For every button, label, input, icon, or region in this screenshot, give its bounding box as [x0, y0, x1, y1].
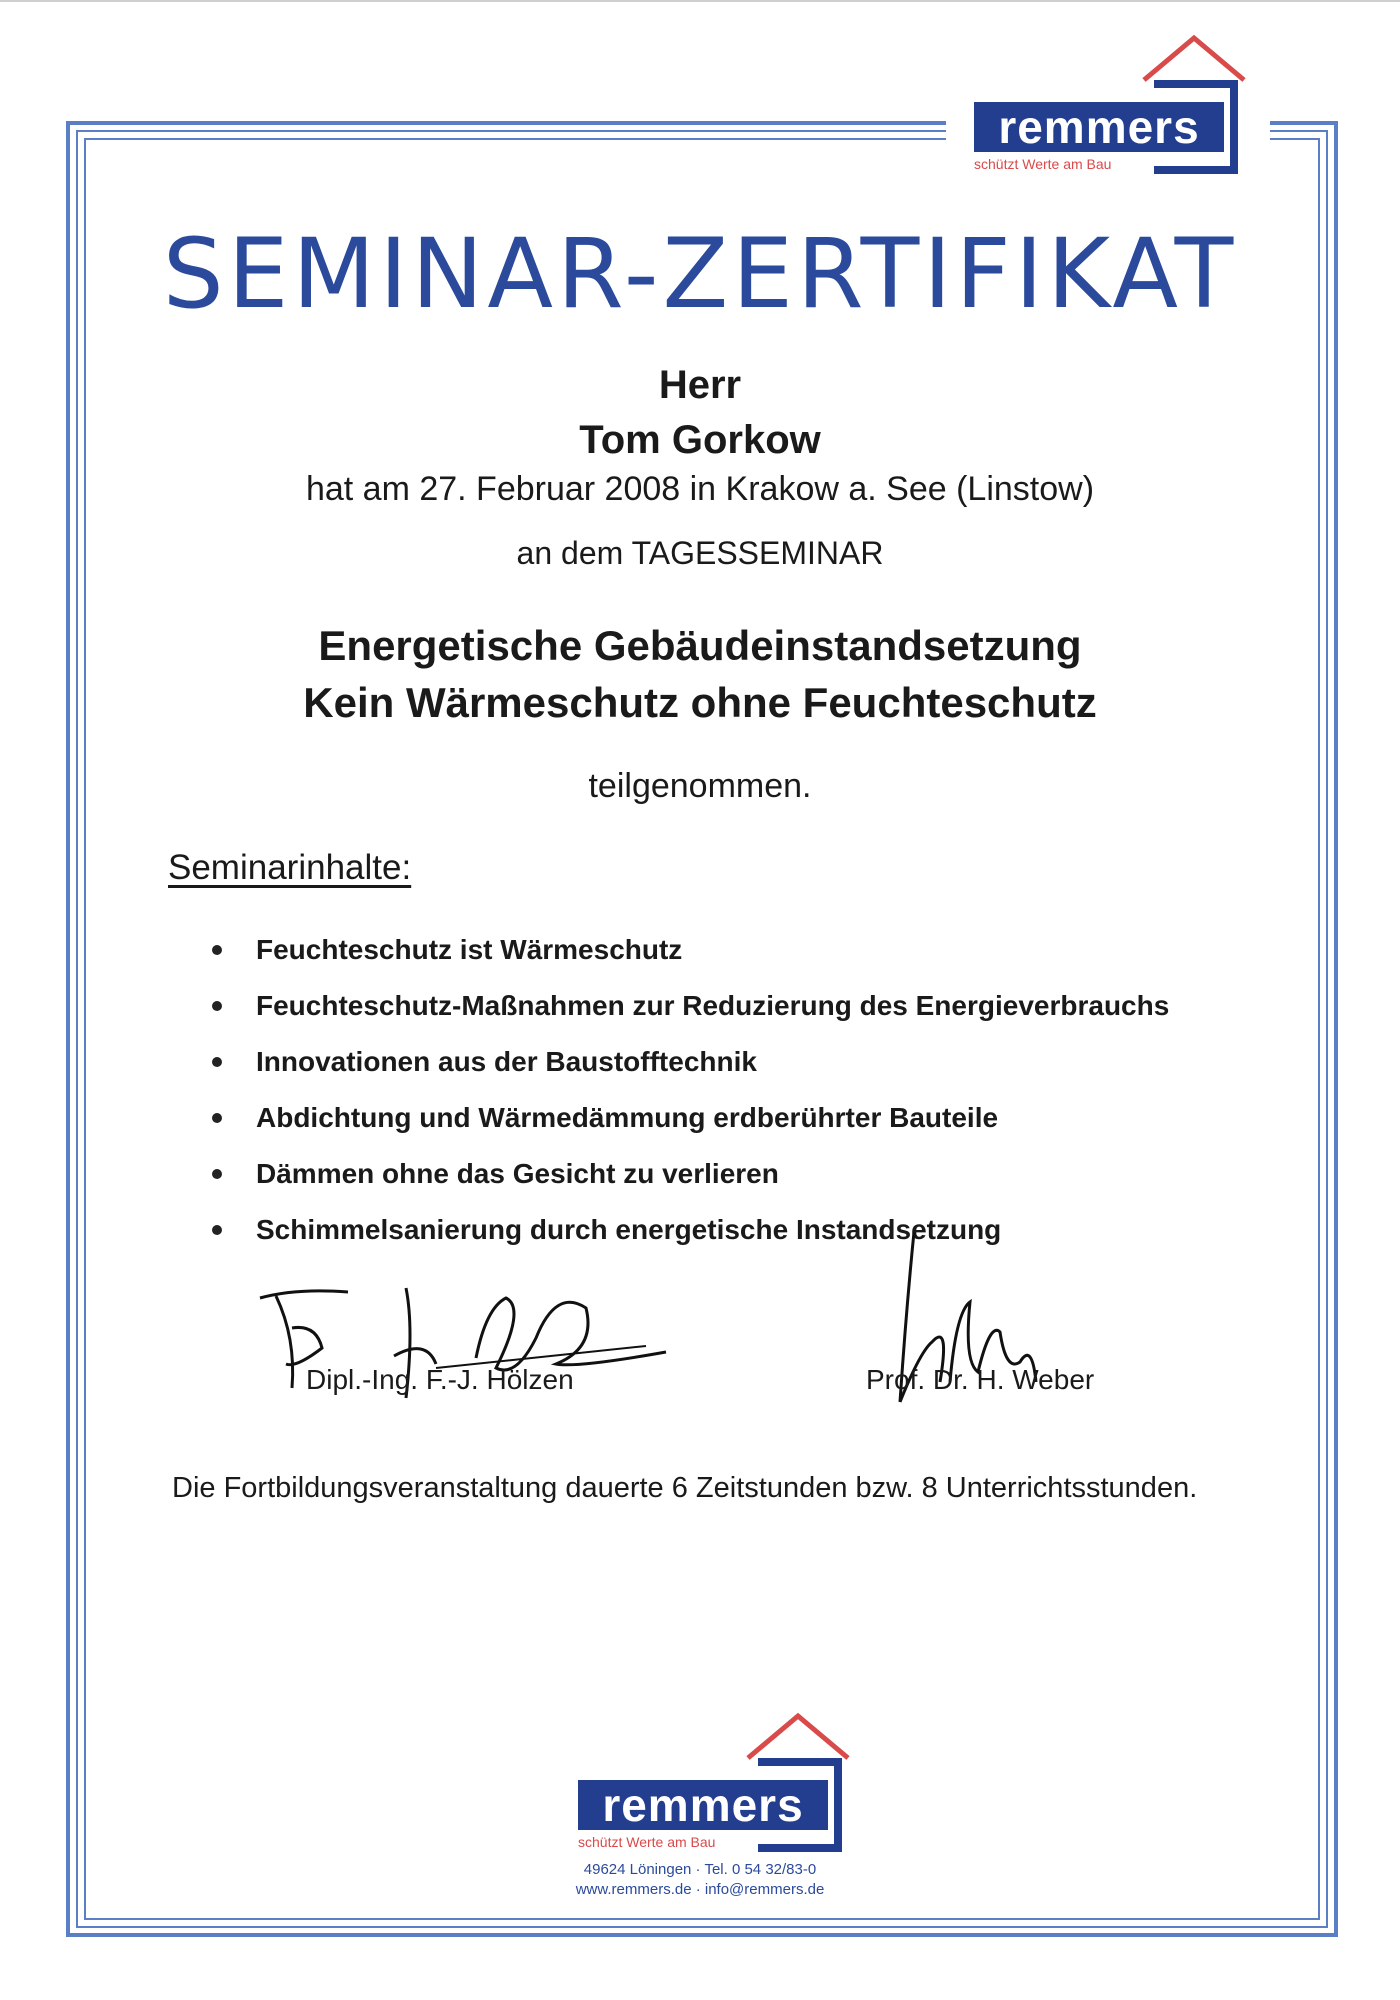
seminar-type-text: an dem TAGESSEMINAR — [516, 535, 884, 571]
list-item — [212, 1034, 1169, 1090]
remmers-logo-bottom — [578, 1710, 868, 1860]
list-item-text: Feuchteschutz-Maßnahmen zur Reduzierung des Energieverbrauchs — [256, 990, 1170, 1021]
bullet-icon — [212, 1169, 222, 1179]
brand-wordmark: remmers — [974, 102, 1224, 152]
list-item — [212, 1090, 1169, 1146]
scan-edge — [0, 0, 1400, 2]
list-item-text: Innovationen aus der Baustofftechnik — [256, 1046, 757, 1077]
list-item-text: Feuchteschutz ist Wärmeschutz — [256, 934, 683, 965]
signer-name: Dipl.-Ing. F.-J. Hölzen — [306, 1364, 574, 1395]
list-item — [212, 1146, 1169, 1202]
recipient-salutation: Herr — [658, 363, 742, 407]
bullet-icon — [212, 1001, 222, 1011]
recipient-name: Tom Gorkow — [579, 418, 821, 462]
course-title-line-2: Kein Wärmeschutz ohne Feuchteschutz — [303, 679, 1097, 726]
brand-wordmark: remmers — [578, 1780, 828, 1830]
list-item-text: Abdichtung und Wärmedämmung erdberührter Bauteile — [256, 1102, 999, 1133]
bullet-icon — [212, 1113, 222, 1123]
list-item-text: Dämmen ohne das Gesicht zu verlieren — [256, 1158, 779, 1189]
bullet-icon — [212, 1225, 222, 1235]
list-item — [212, 978, 1169, 1034]
signer-name: Prof. Dr. H. Weber — [866, 1364, 1095, 1395]
bullet-icon — [212, 945, 222, 955]
contents-heading: Seminarinhalte: — [168, 848, 412, 887]
date-place-text: hat am 27. Februar 2008 in Krakow a. See (Linstow) — [305, 470, 1095, 508]
participated-text: teilgenommen. — [588, 767, 812, 805]
contents-list — [212, 922, 1169, 1258]
list-item — [212, 922, 1169, 978]
footer-address: 49624 Löningen · Tel. 0 54 32/83-0 — [583, 1861, 817, 1878]
bullet-icon — [212, 1057, 222, 1067]
duration-text: Die Fortbildungsveranstaltung dauerte 6 Zeitstunden bzw. 8 Unterrichtsstunden. — [172, 1472, 1198, 1504]
brand-tagline: schützt Werte am Bau — [578, 1834, 716, 1850]
remmers-logo-top — [974, 32, 1264, 182]
certificate-title: SEMINAR-ZERTIFIKAT — [162, 218, 1238, 330]
list-item-text: Schimmelsanierung durch energetische Instandsetzung — [256, 1214, 1002, 1245]
brand-tagline: schützt Werte am Bau — [974, 156, 1112, 172]
footer-web: www.remmers.de · info@remmers.de — [575, 1881, 825, 1898]
course-title-line-1: Energetische Gebäudeinstandsetzung — [318, 622, 1082, 669]
